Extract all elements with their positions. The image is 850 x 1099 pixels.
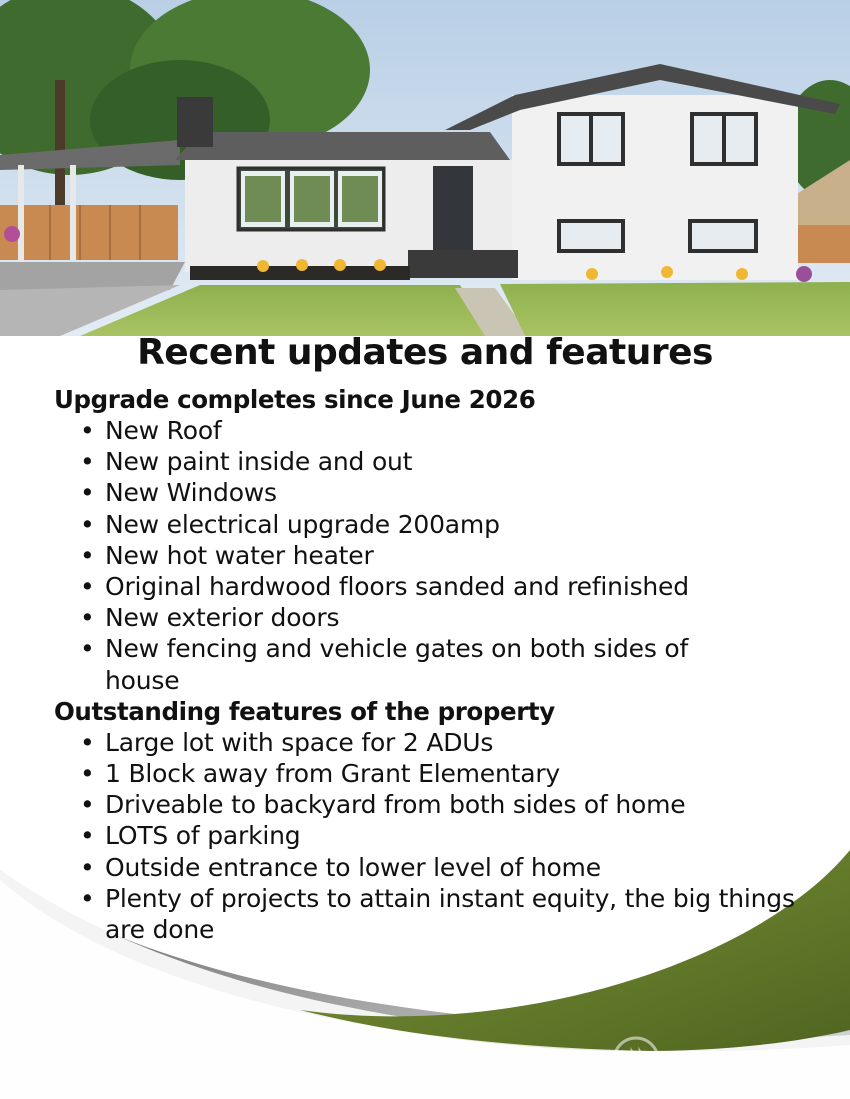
list-item: • New exterior doors [80,603,340,633]
bullet-icon: • [80,416,95,445]
list-item: • New electrical upgrade 200amp [80,509,500,539]
bullet-icon: • [80,447,95,477]
list-item: • Large lot with space for 2 ADUs [80,727,494,757]
list-item: • 1 Block away from Grant Elementary [80,759,561,789]
bullet-icon: • [80,572,95,602]
list-item: • Original hardwood floors sanded and refinished [80,572,689,602]
bullet-icon: • [80,603,95,633]
nwmls-logo-icon [612,1036,660,1084]
watermark [612,1036,813,1084]
bullet-icon: • [80,540,95,570]
bullet-icon: • [80,852,95,882]
section-heading-features: Outstanding features of the property [54,696,555,726]
bullet-icon: • [80,790,95,820]
list-item: • Driveable to backyard from both sides of home [80,790,686,820]
list-item: • Plenty of projects to attain instant equity, the big things are done [80,883,795,945]
list-item: • New fencing and vehicle gates on both sides of house [80,634,689,695]
list-item: • New hot water heater [80,540,374,570]
list-item: • New Roof [80,416,222,445]
watermark-text: NORTHWEST [666,1048,813,1072]
bullet-icon: • [80,478,95,508]
flyer-title: Recent updates and features [137,332,713,373]
bullet-icon: • [80,509,95,539]
bullet-icon: • [80,634,95,664]
bullet-icon: • [80,727,95,757]
bullet-icon: • [80,759,95,789]
flyer-content [54,384,794,945]
list-item: • New paint inside and out [80,447,413,477]
bullet-icon: • [80,821,95,851]
list-item: • LOTS of parking [80,821,301,851]
features-list [54,727,794,945]
list-item: • Outside entrance to lower level of home [80,852,601,882]
section-heading-upgrades: Upgrade completes since June 2026 [54,385,536,414]
list-item: • New Windows [80,478,277,508]
bullet-icon: • [80,883,95,913]
upgrades-list [54,415,794,696]
house-photo [0,0,850,336]
